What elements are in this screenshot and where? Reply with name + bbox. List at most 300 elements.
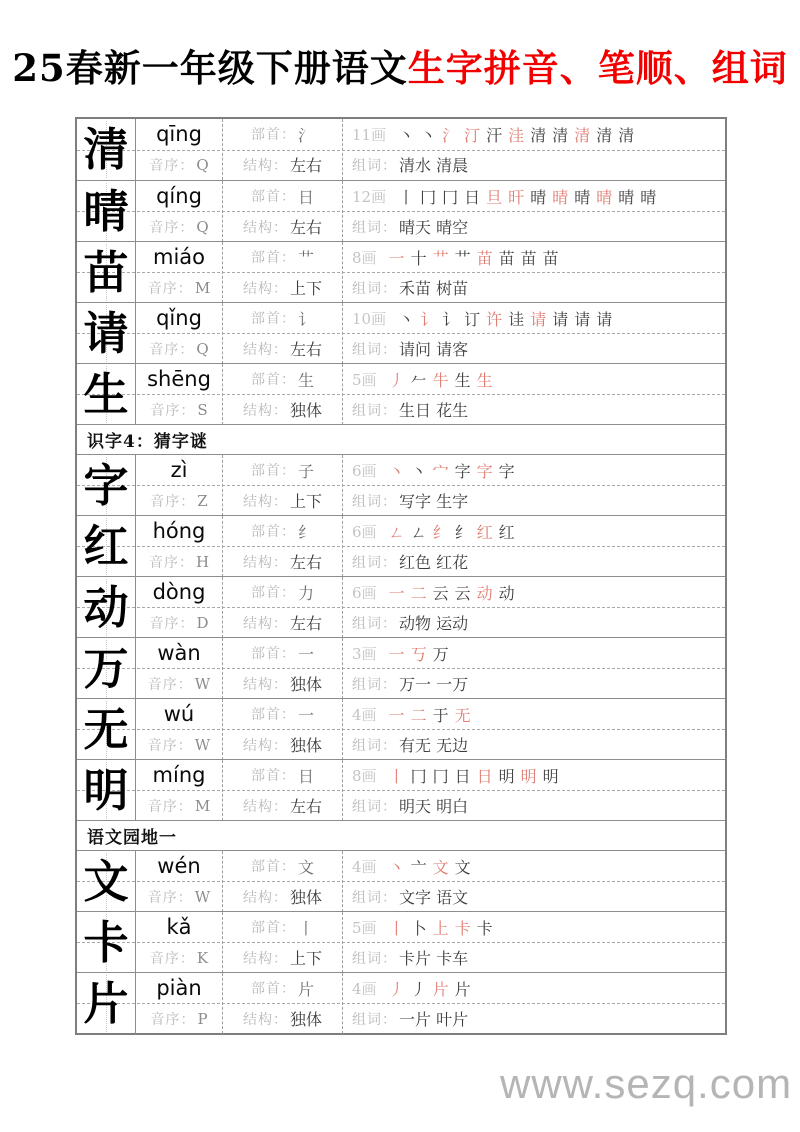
strokes-words-cell (342, 973, 725, 1034)
character-cell (77, 303, 135, 364)
stroke-count: 4画 (352, 705, 377, 724)
pinyin-text: qíng (156, 184, 202, 209)
pinyin-order-cell (136, 395, 222, 426)
pinyin-order-cell (136, 882, 222, 913)
stroke-step-glyph: 日 (464, 187, 481, 207)
words-label: 组词： (352, 280, 397, 297)
radical-cell (223, 851, 342, 882)
pinyin-text: wén (157, 854, 201, 879)
pinyin-order-value: Q (196, 339, 209, 358)
stroke-order-sequence (398, 185, 662, 208)
pinyin-order-cell (136, 669, 222, 700)
stroke-step-glyph: 于 (432, 705, 449, 725)
words-value: 明天 明白 (399, 797, 469, 817)
words-label: 组词： (352, 157, 397, 174)
character-cell (77, 912, 135, 973)
strokes-words-cell (342, 303, 725, 364)
char-row-动 (77, 576, 725, 637)
pinyin-text: piàn (156, 976, 202, 1001)
radical-value: 片 (297, 979, 314, 999)
words-value: 红色 红花 (399, 553, 469, 573)
character-glyph: 请 (83, 307, 129, 360)
pinyin-order-label: 音序： (149, 615, 195, 632)
char-row-字 (77, 454, 725, 515)
words-label: 组词： (352, 219, 397, 236)
pinyin-column-cell (135, 181, 222, 242)
pinyin-cell (136, 577, 222, 608)
radical-label: 部首： (250, 768, 296, 785)
pinyin-text: míng (152, 763, 206, 788)
structure-label: 结构： (242, 676, 288, 693)
radical-value: 日 (297, 766, 314, 786)
radical-label: 部首： (250, 859, 296, 876)
stroke-count: 5画 (352, 918, 377, 937)
stroke-step-glyph: 一 (388, 644, 405, 664)
stroke-step-glyph: 请 (596, 309, 613, 329)
radical-cell (223, 577, 342, 608)
stroke-step-glyph: 字 (454, 461, 471, 481)
stroke-order-sequence (389, 642, 455, 665)
radical-structure-cell (222, 516, 342, 577)
stroke-step-glyph: 丂 (410, 644, 427, 664)
stroke-order-cell (343, 516, 725, 547)
pinyin-text: qǐng (156, 306, 202, 331)
structure-label: 结构： (242, 1011, 288, 1028)
words-label: 组词： (352, 402, 397, 419)
words-value: 动物 运动 (399, 614, 469, 634)
stroke-order-cell (343, 455, 725, 486)
stroke-step-glyph: 洼 (508, 125, 525, 145)
stroke-step-glyph: 无 (454, 705, 471, 725)
stroke-step-glyph: 明 (520, 766, 537, 786)
stroke-count: 3画 (352, 644, 377, 663)
words-value: 有无 无边 (399, 736, 469, 756)
words-value: 请问 请客 (399, 340, 469, 360)
stroke-step-glyph: 片 (454, 979, 471, 999)
pinyin-column-cell (135, 119, 222, 180)
stroke-step-glyph: 清 (530, 125, 547, 145)
structure-value: 独体 (289, 736, 322, 756)
character-cell (77, 699, 135, 760)
pinyin-cell (136, 760, 222, 791)
pinyin-column-cell (135, 516, 222, 577)
words-label: 组词： (352, 950, 397, 967)
radical-cell (223, 119, 342, 150)
radical-structure-cell (222, 760, 342, 821)
words-cell (343, 212, 725, 243)
pinyin-order-cell (136, 150, 222, 181)
strokes-words-cell (342, 760, 725, 821)
stroke-step-glyph: 旰 (508, 187, 525, 207)
pinyin-text: qīng (156, 122, 202, 147)
pinyin-order-cell (136, 791, 222, 822)
structure-label: 结构： (242, 615, 288, 632)
pinyin-text: kǎ (166, 915, 192, 940)
radical-structure-cell (222, 119, 342, 180)
character-glyph: 明 (83, 764, 129, 817)
stroke-step-glyph: 生 (476, 370, 493, 390)
stroke-order-cell (343, 638, 725, 669)
words-value: 写字 生字 (399, 492, 469, 512)
stroke-step-glyph: ㄥ (410, 522, 427, 542)
character-glyph: 字 (83, 459, 129, 512)
stroke-step-glyph: 艹 (432, 248, 449, 268)
stroke-step-glyph: 晴 (552, 187, 569, 207)
pinyin-cell (136, 516, 222, 547)
stroke-count: 12画 (352, 187, 387, 206)
pinyin-cell (136, 973, 222, 1004)
pinyin-order-label: 音序： (147, 676, 193, 693)
stroke-step-glyph: 讠 (420, 309, 437, 329)
stroke-order-sequence (389, 459, 521, 482)
pinyin-text: miáo (152, 245, 205, 270)
stroke-count: 8画 (352, 766, 377, 785)
stroke-order-cell (343, 577, 725, 608)
pinyin-text: shēng (147, 367, 211, 392)
stroke-order-cell (343, 364, 725, 395)
stroke-step-glyph: 苗 (498, 248, 515, 268)
stroke-step-glyph: 晴 (574, 187, 591, 207)
structure-label: 结构： (242, 493, 288, 510)
char-row-万 (77, 637, 725, 698)
pinyin-order-cell (136, 1004, 222, 1035)
radical-structure-cell (222, 638, 342, 699)
radical-structure-cell (222, 181, 342, 242)
radical-value: 一 (297, 705, 314, 725)
character-cell (77, 455, 135, 516)
stroke-step-glyph: 请 (530, 309, 547, 329)
character-glyph: 无 (83, 703, 129, 756)
stroke-step-glyph: 冂 (432, 766, 449, 786)
stroke-order-sequence (398, 123, 640, 146)
stroke-step-glyph: 卜 (410, 918, 427, 938)
character-glyph: 晴 (83, 185, 129, 238)
words-cell (343, 608, 725, 639)
pinyin-order-value: K (196, 948, 209, 967)
char-row-卡 (77, 911, 725, 972)
structure-cell (223, 547, 342, 578)
radical-value: 日 (297, 187, 314, 207)
pinyin-order-value: M (194, 278, 211, 297)
pinyin-column-cell (135, 455, 222, 516)
stroke-count: 8画 (352, 248, 377, 267)
stroke-step-glyph: 牛 (432, 370, 449, 390)
pinyin-column-cell (135, 973, 222, 1034)
pinyin-order-label: 音序： (147, 280, 193, 297)
structure-cell (223, 212, 342, 243)
strokes-words-cell (342, 638, 725, 699)
stroke-step-glyph: 冂 (410, 766, 427, 786)
stroke-step-glyph: 苗 (542, 248, 559, 268)
radical-structure-cell (222, 973, 342, 1034)
character-cell (77, 242, 135, 303)
stroke-order-cell (343, 181, 725, 212)
stroke-step-glyph: 卡 (454, 918, 471, 938)
radical-label: 部首： (250, 189, 296, 206)
stroke-order-sequence (389, 855, 477, 878)
stroke-count: 4画 (352, 979, 377, 998)
stroke-step-glyph: 清 (552, 125, 569, 145)
words-cell (343, 791, 725, 822)
stroke-step-glyph: 晴 (530, 187, 547, 207)
strokes-words-cell (342, 577, 725, 638)
structure-cell (223, 150, 342, 181)
structure-value: 上下 (289, 492, 322, 512)
char-row-生 (77, 363, 725, 424)
radical-structure-cell (222, 577, 342, 638)
pinyin-order-label: 音序： (150, 493, 196, 510)
pinyin-text: wàn (157, 641, 201, 666)
words-label: 组词： (352, 1011, 397, 1028)
pinyin-order-value: D (196, 613, 209, 632)
pinyin-order-cell (136, 273, 222, 304)
stroke-step-glyph: 汗 (486, 125, 503, 145)
stroke-step-glyph: 汀 (464, 125, 481, 145)
stroke-step-glyph: 纟 (432, 522, 449, 542)
stroke-order-cell (343, 973, 725, 1004)
stroke-step-glyph: 丶 (388, 461, 405, 481)
structure-cell (223, 486, 342, 517)
stroke-step-glyph: 丿 (388, 370, 405, 390)
pinyin-order-cell (136, 608, 222, 639)
stroke-count: 5画 (352, 370, 377, 389)
stroke-step-glyph: 红 (498, 522, 515, 542)
words-cell (343, 395, 725, 426)
radical-value: 讠 (297, 309, 314, 329)
radical-structure-cell (222, 455, 342, 516)
structure-value: 左右 (289, 340, 322, 360)
radical-label: 部首： (250, 463, 296, 480)
radical-value: 一 (297, 644, 314, 664)
stroke-step-glyph: 订 (464, 309, 481, 329)
radical-label: 部首： (250, 920, 296, 937)
stroke-order-cell (343, 699, 725, 730)
structure-cell (223, 273, 342, 304)
pinyin-column-cell (135, 912, 222, 973)
stroke-step-glyph: 二 (410, 583, 427, 603)
pinyin-order-cell (136, 730, 222, 761)
words-label: 组词： (352, 554, 397, 571)
character-glyph: 文 (83, 855, 129, 908)
stroke-step-glyph: 晴 (640, 187, 657, 207)
pinyin-order-cell (136, 943, 222, 974)
section-header-row (77, 820, 725, 850)
words-value: 禾苗 树苗 (399, 279, 469, 299)
stroke-step-glyph: 文 (454, 857, 471, 877)
char-row-苗 (77, 241, 725, 302)
structure-value: 左右 (289, 553, 322, 573)
stroke-step-glyph: 苗 (520, 248, 537, 268)
stroke-order-sequence (389, 520, 521, 543)
strokes-words-cell (342, 851, 725, 912)
structure-cell (223, 882, 342, 913)
radical-cell (223, 912, 342, 943)
structure-label: 结构： (242, 219, 288, 236)
stroke-step-glyph: 一 (388, 583, 405, 603)
stroke-count: 4画 (352, 857, 377, 876)
stroke-step-glyph: 上 (432, 918, 449, 938)
section-header-row (77, 424, 725, 454)
pinyin-order-value: Q (196, 217, 209, 236)
character-cell (77, 577, 135, 638)
pinyin-order-value: M (194, 796, 211, 815)
stroke-count: 10画 (352, 309, 387, 328)
stroke-step-glyph: 请 (574, 309, 591, 329)
strokes-words-cell (342, 119, 725, 180)
radical-label: 部首： (250, 981, 296, 998)
stroke-step-glyph: 十 (410, 248, 427, 268)
pinyin-text: zì (170, 458, 188, 483)
character-cell (77, 638, 135, 699)
structure-cell (223, 395, 342, 426)
words-label: 组词： (352, 615, 397, 632)
stroke-step-glyph: 字 (476, 461, 493, 481)
stroke-order-sequence (389, 916, 499, 939)
pinyin-column-cell (135, 242, 222, 303)
words-value: 卡片 卡车 (399, 949, 469, 969)
pinyin-order-value: Z (197, 491, 208, 510)
structure-value: 左右 (289, 218, 322, 238)
character-table (75, 117, 727, 1035)
stroke-step-glyph: 文 (432, 857, 449, 877)
structure-cell (223, 791, 342, 822)
radical-value: 力 (297, 583, 314, 603)
pinyin-column-cell (135, 577, 222, 638)
character-glyph: 清 (83, 123, 129, 176)
pinyin-column-cell (135, 303, 222, 364)
stroke-step-glyph: 纟 (454, 522, 471, 542)
stroke-step-glyph: 明 (498, 766, 515, 786)
stroke-step-glyph: ㄥ (388, 522, 405, 542)
stroke-step-glyph: 晴 (596, 187, 613, 207)
words-label: 组词： (352, 889, 397, 906)
pinyin-order-cell (136, 486, 222, 517)
character-cell (77, 851, 135, 912)
structure-value: 独体 (289, 888, 322, 908)
stroke-order-cell (343, 851, 725, 882)
pinyin-text: dòng (152, 580, 206, 605)
radical-cell (223, 455, 342, 486)
stroke-step-glyph: 清 (618, 125, 635, 145)
pinyin-column-cell (135, 699, 222, 760)
stroke-step-glyph: 晴 (618, 187, 635, 207)
stroke-order-cell (343, 119, 725, 150)
pinyin-order-label: 音序： (149, 219, 195, 236)
stroke-step-glyph: 二 (410, 705, 427, 725)
stroke-step-glyph: 旦 (486, 187, 503, 207)
stroke-step-glyph: 请 (552, 309, 569, 329)
stroke-step-glyph: 日 (476, 766, 493, 786)
pinyin-order-label: 音序： (150, 402, 196, 419)
pinyin-cell (136, 638, 222, 669)
pinyin-cell (136, 851, 222, 882)
words-value: 生日 花生 (399, 401, 469, 421)
stroke-count: 6画 (352, 461, 377, 480)
stroke-order-sequence (389, 977, 477, 1000)
words-value: 一片 叶片 (399, 1010, 469, 1030)
character-cell (77, 181, 135, 242)
character-cell (77, 364, 135, 425)
strokes-words-cell (342, 912, 725, 973)
pinyin-order-label: 音序： (149, 341, 195, 358)
radical-label: 部首： (250, 646, 296, 663)
radical-structure-cell (222, 912, 342, 973)
pinyin-cell (136, 699, 222, 730)
stroke-step-glyph: 丿 (410, 979, 427, 999)
stroke-step-glyph: 丶 (410, 461, 427, 481)
strokes-words-cell (342, 699, 725, 760)
radical-cell (223, 303, 342, 334)
character-glyph: 苗 (83, 246, 129, 299)
radical-label: 部首： (250, 311, 296, 328)
words-cell (343, 334, 725, 365)
stroke-step-glyph: 许 (486, 309, 503, 329)
structure-label: 结构： (242, 798, 288, 815)
words-value: 清水 清晨 (399, 156, 469, 176)
structure-cell (223, 334, 342, 365)
structure-value: 左右 (289, 614, 322, 634)
structure-label: 结构： (242, 280, 288, 297)
pinyin-cell (136, 119, 222, 150)
radical-value: 氵 (297, 125, 314, 145)
stroke-order-sequence (389, 703, 477, 726)
stroke-step-glyph: 生 (454, 370, 471, 390)
stroke-order-cell (343, 912, 725, 943)
radical-cell (223, 638, 342, 669)
pinyin-cell (136, 455, 222, 486)
stroke-step-glyph: 艹 (454, 248, 471, 268)
structure-cell (223, 608, 342, 639)
pinyin-column-cell (135, 851, 222, 912)
pinyin-order-value: Q (196, 155, 209, 174)
stroke-step-glyph: 明 (542, 766, 559, 786)
pinyin-order-value: P (197, 1009, 208, 1028)
pinyin-order-value: W (194, 735, 211, 754)
stroke-step-glyph: 讠 (442, 309, 459, 329)
radical-structure-cell (222, 242, 342, 303)
stroke-step-glyph: 𠂉 (410, 370, 427, 390)
radical-value: 文 (297, 857, 314, 877)
radical-cell (223, 364, 342, 395)
pinyin-order-label: 音序： (149, 950, 195, 967)
stroke-step-glyph: 清 (596, 125, 613, 145)
pinyin-order-cell (136, 334, 222, 365)
char-row-晴 (77, 180, 725, 241)
stroke-step-glyph: 丿 (388, 979, 405, 999)
character-cell (77, 760, 135, 821)
pinyin-order-label: 音序： (147, 737, 193, 754)
radical-label: 部首： (250, 372, 296, 389)
pinyin-order-label: 音序： (150, 1011, 196, 1028)
stroke-count: 11画 (352, 125, 387, 144)
pinyin-order-value: H (195, 552, 210, 571)
strokes-words-cell (342, 181, 725, 242)
radical-label: 部首： (250, 585, 296, 602)
words-cell (343, 486, 725, 517)
section-title: 语文园地一 (87, 828, 177, 848)
radical-structure-cell (222, 699, 342, 760)
structure-label: 结构： (242, 889, 288, 906)
structure-cell (223, 1004, 342, 1035)
stroke-count: 6画 (352, 583, 377, 602)
character-cell (77, 973, 135, 1034)
stroke-step-glyph: 亠 (410, 857, 427, 877)
pinyin-column-cell (135, 760, 222, 821)
pinyin-cell (136, 181, 222, 212)
stroke-order-sequence (398, 307, 618, 330)
pinyin-cell (136, 242, 222, 273)
character-glyph: 红 (83, 520, 129, 573)
